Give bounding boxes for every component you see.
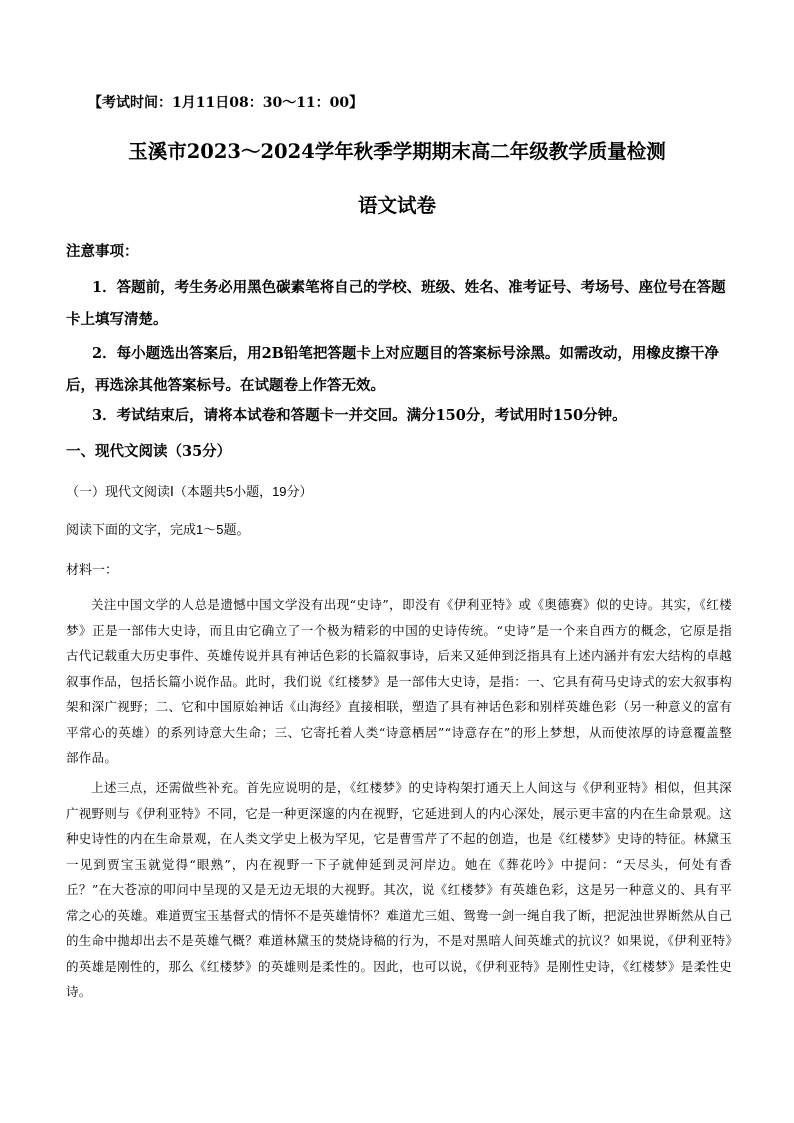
section-subheading: （一）现代文阅读Ⅰ（本题共5小题，19分） [66,484,313,499]
exam-time: 【考试时间：1月11日08：30～11：00】 [88,95,364,111]
section-heading: 一、现代文阅读（35分） [66,443,232,460]
reading-instruction: 阅读下面的文字，完成1～5题。 [66,522,250,537]
notice-item-1: 1．答题前，考生务必用黑色碳素笔将自己的学校、班级、姓名、准考证号、考场号、座位号在答题卡上填写清楚。 [66,279,726,328]
notice-heading: 注意事项： [66,243,139,260]
exam-subtitle: 语文试卷 [357,194,436,217]
material-paragraph-1: 关注中国文学的人总是遗憾中国文学没有出现“史诗”，即没有《伊利亚特》或《奥德赛》似的史诗。其实，《红楼梦》正是一部伟大史诗，而且由它确立了一个极为精彩的中国的史诗传统。“史诗”是一个来自西方的概念，它原是指古代记载重大历史事件、英雄传说并具有神话色彩的长篇叙事诗，后来又延伸到泛指具有上述内涵并有宏大结构的卓越叙事作品，包括长篇小说作品。此时，我们说《红楼梦》是一部伟大史诗，是指：一、它具有荷马史诗式的宏大叙事构架和深广视野；二、它和中国原始神话《山海经》直接相联，塑造了具有神话色彩和别样英雄色彩（另一种意义的富有平常心的英雄）的系列诗意大生命；三、它寄托着人类“诗意栖居”“诗意存在”的形上梦想，从而使浓厚的诗意覆盖整部作品。 [66,597,732,765]
material-paragraph-2: 上述三点，还需做些补充。首先应说明的是，《红楼梦》的史诗构架打通天上人间这与《伊利亚特》相似，但其深广视野则与《伊利亚特》不同，它是一种更深邃的内在视野，它延进到人的内心深处，展示更丰富的内在生命景观。这种史诗性的内在生命景观，在人类文学史上极为罕见，它是曹雪芹了不起的创造，也是《红楼梦》史诗的特征。林黛玉一见到贾宝玉就觉得“眼熟”，内在视野一下子就伸延到灵河岸边。她在《葬花吟》中提问：“天尽头，何处有香丘？”在大苍凉的叩问中呈现的又是无边无垠的大视野。其次，说《红楼梦》有英雄色彩，这是另一种意义的、具有平常之心的英雄。难道贾宝玉基督式的情怀不是英雄情怀？难道尤三姐、鸳鸯一剑一绳自我了断，把泥浊世界断然从自己的生命中拋却出去不是英雄气概？难道林黛玉的焚烧诗稿的行为，不是对黑暗人间英雄式的抗议？如果说，《伊利亚特》的英雄是刚性的，那么《红楼梦》的英雄则是柔性的。因此，也可以说，《伊利亚特》是刚性史诗，《红楼梦》是柔性史诗。 [66,780,732,999]
notice-item-2: 2．每小题选出答案后，用2B铅笔把答题卡上对应题目的答案标号涂黑。如需改动，用橡皮擦干净后，再选涂其他答案标号。在试题卷上作答无效。 [66,345,719,394]
notice-item-3: 3．考试结束后，请将本试卷和答题卡一并交回。满分150分，考试用时150分钟。 [92,407,627,424]
exam-title: 玉溪市2023～2024学年秋季学期期末高二年级教学质量检测 [128,140,666,163]
material-label: 材料一： [66,562,119,577]
